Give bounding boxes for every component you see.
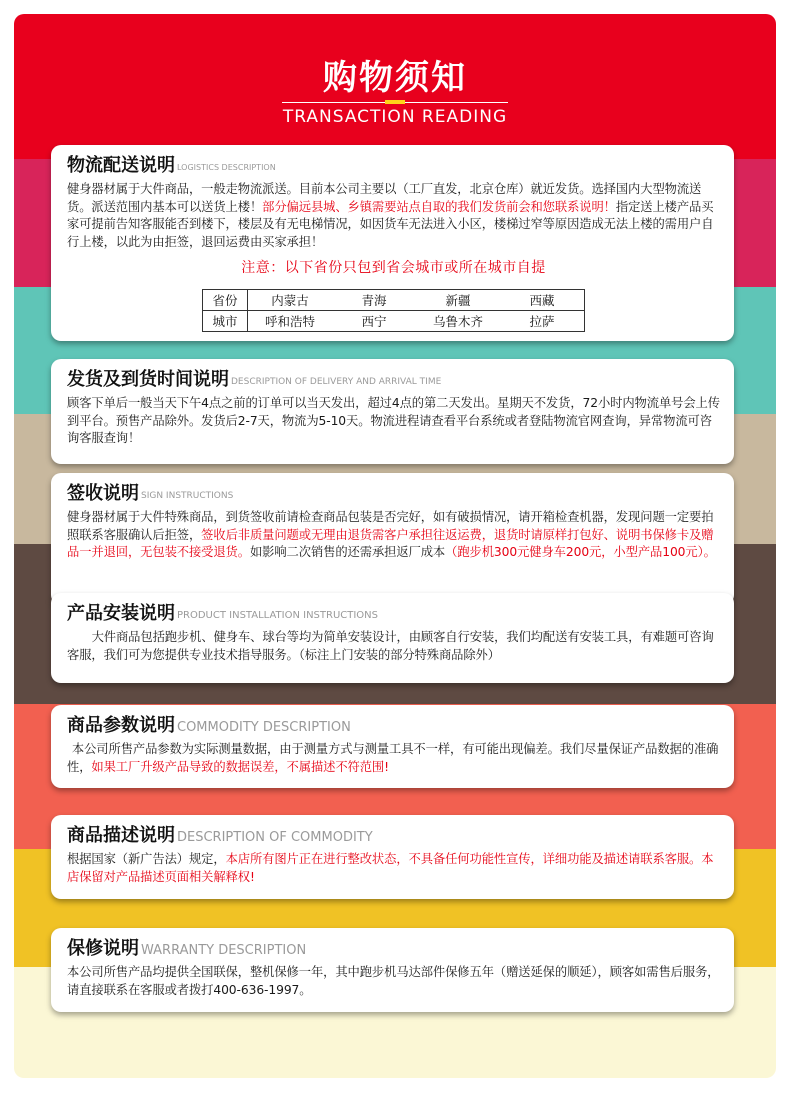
- city-cell: 拉萨: [500, 311, 585, 332]
- params-p1: 本公司所售产品参数为实际测量数据，由于测量方式与测量工具不一样，有可能出现偏差。我们尽量保证产品数据的准确性，: [67, 742, 719, 774]
- describe-title: 商品描述说明: [67, 825, 175, 846]
- warranty-title-en: WARRANTY DESCRIPTION: [141, 943, 307, 958]
- page-frame: [14, 14, 776, 1078]
- receipt-red-text: 签收后非质量问题或无理由退货需客户承担往返运费，退货时请原样打包好、说明书保修卡及赠品一并退回，无包装不接受退货。: [67, 527, 714, 559]
- describe-red-text: 本店所有图片正在进行整改状态，不具备任何功能性宣传，详细功能及描述请联系客服。本店保留对产品描述页面相关解释权!: [67, 852, 714, 884]
- province-cell: 青海: [332, 290, 416, 311]
- logistics-title: 物流配送说明: [67, 155, 175, 176]
- receipt-p2: 如影响二次销售的还需承担返厂成本: [249, 545, 446, 559]
- table-row: [203, 290, 585, 311]
- receipt-p1: 健身器材属于大件特殊商品，到货签收前请检查商品包装是否完好，如有破损情况，请开箱检查机器，发现问题一定要拍照联系客服确认后拒签，: [67, 510, 714, 542]
- city-label: 城市: [203, 311, 248, 332]
- province-cell: 内蒙古: [248, 290, 333, 311]
- table-row: [203, 311, 585, 332]
- logistics-card: [51, 145, 734, 341]
- receipt-title: 签收说明: [67, 483, 139, 504]
- describe-title-en: DESCRIPTION OF COMMODITY: [177, 830, 373, 845]
- params-red-text: 如果工厂升级产品导致的数据误差，不属描述不符范围!: [91, 759, 389, 774]
- city-cell: 呼和浩特: [248, 311, 333, 332]
- describe-card: [51, 815, 734, 899]
- page-title: 购物须知: [323, 58, 467, 98]
- province-cell: 新疆: [416, 290, 500, 311]
- province-cell: 西藏: [500, 290, 585, 311]
- province-table: [202, 289, 585, 332]
- receipt-text: [67, 509, 720, 562]
- install-p1: 大件商品包括跑步机、健身车、球台等均为简单安装设计，由顾客自行安装，我们均配送有安装工具，有难题可咨询客服，我们可为您提供专业技术指导服务。（标注上门安装的部分特殊商品除外）: [67, 630, 714, 662]
- title-divider-accent: [385, 100, 405, 104]
- delivery-text: [67, 395, 720, 448]
- city-cell: 乌鲁木齐: [416, 311, 500, 332]
- page-subtitle: TRANSACTION READING: [282, 107, 508, 127]
- receipt-card: [51, 473, 734, 605]
- city-cell: 西宁: [332, 311, 416, 332]
- receipt-title-en: SIGN INSTRUCTIONS: [141, 491, 234, 501]
- install-text: [67, 629, 720, 664]
- params-text: [67, 741, 720, 776]
- province-label: 省份: [203, 290, 248, 311]
- describe-p1: 根据国家（新广告法）规定，: [67, 852, 226, 866]
- delivery-title: 发货及到货时间说明: [67, 369, 229, 390]
- warranty-text: [67, 964, 720, 999]
- warranty-p1: 本公司所售产品均提供全国联保，整机保修一年，其中跑步机马达部件保修五年（赠送延保的顺延），顾客如需售后服务，请直接联系在客服或者拨打400-636-1997。: [67, 965, 720, 997]
- install-title-en: PRODUCT INSTALLATION INSTRUCTIONS: [177, 610, 379, 621]
- logistics-p1: 健身器材属于大件商品，一般走物流派送。目前本公司主要以（工厂直发，北京仓库）就近发货。选择国内大型物流送货。派送范围内基本可以送货上楼！: [67, 182, 702, 214]
- warranty-card: [51, 928, 734, 1012]
- params-title-en: COMMODITY DESCRIPTION: [177, 720, 351, 735]
- warranty-title: 保修说明: [67, 938, 139, 959]
- delivery-card: [51, 359, 734, 464]
- logistics-notice: 注意：以下省份只包到省会城市或所在城市自提: [241, 260, 546, 276]
- delivery-p1: 顾客下单后一般当天下午4点之前的订单可以当天发出，超过4点的第二天发出。星期天不发货，72小时内物流单号会上传到平台。预售产品除外。发货后2-7天，物流为5-10天。物流进程请查看平台系统或者登陆物流官网查询，异常物流可咨询客服查询！: [67, 396, 720, 445]
- params-card: [51, 705, 734, 788]
- install-title: 产品安装说明: [67, 603, 175, 624]
- describe-text: [67, 851, 720, 886]
- receipt-red-fees: （跑步机300元健身车200元，小型产品100元）。: [445, 545, 716, 559]
- delivery-title-en: DESCRIPTION OF DELIVERY AND ARRIVAL TIME: [231, 377, 442, 387]
- params-title: 商品参数说明: [67, 715, 175, 736]
- logistics-title-en: LOGISTICS DESCRIPTION: [177, 163, 276, 172]
- logistics-p2: 指定送上楼产品买家可提前告知客服能否到楼下，楼层及有无电梯情况，如因货车无法进入小区，楼梯过窄等原因造成无法上楼的需用户自行上楼，以此为由拒签，退回运费由买家承担！: [67, 199, 714, 249]
- logistics-text: [67, 181, 720, 251]
- install-card: [51, 593, 734, 683]
- logistics-red-text: 部分偏远县城、乡镇需要站点自取的我们发货前会和您联系说明！: [262, 199, 616, 214]
